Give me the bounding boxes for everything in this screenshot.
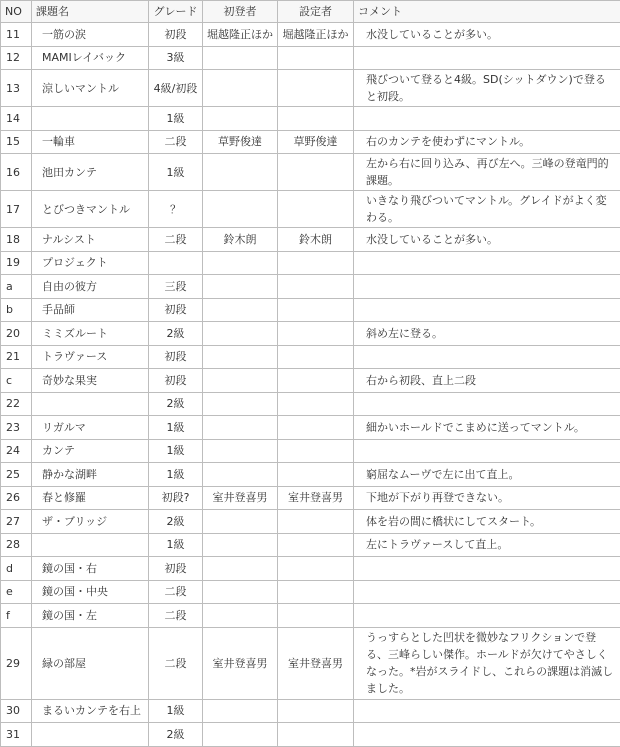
cell-comment bbox=[354, 46, 620, 70]
cell-name bbox=[32, 723, 149, 747]
cell-no: 30 bbox=[1, 699, 32, 723]
table-row bbox=[1, 369, 620, 393]
cell-first-ascent bbox=[203, 533, 278, 557]
cell-grade: 初段 bbox=[149, 23, 203, 47]
cell-no: b bbox=[1, 298, 32, 322]
cell-comment bbox=[354, 723, 620, 747]
cell-name: トラヴァース bbox=[32, 345, 149, 369]
cell-comment: 窮屈なムーヴで左に出て直上。 bbox=[354, 463, 620, 487]
cell-grade: 二段 bbox=[149, 228, 203, 252]
cell-no: 26 bbox=[1, 486, 32, 510]
cell-setter bbox=[278, 510, 354, 534]
cell-name: 鏡の国・中央 bbox=[32, 580, 149, 604]
cell-first-ascent bbox=[203, 723, 278, 747]
cell-comment: 右のカンテを使わずにマントル。 bbox=[354, 130, 620, 154]
cell-comment: 細かいホールドでこまめに送ってマントル。 bbox=[354, 416, 620, 440]
table-row bbox=[1, 191, 620, 228]
table-row bbox=[1, 580, 620, 604]
cell-first-ascent: 室井登喜男 bbox=[203, 486, 278, 510]
cell-comment bbox=[354, 298, 620, 322]
header-name: 課題名 bbox=[32, 1, 149, 23]
cell-comment: 体を岩の間に橋状にしてスタート。 bbox=[354, 510, 620, 534]
cell-setter: 室井登喜男 bbox=[278, 486, 354, 510]
header-row bbox=[1, 1, 620, 23]
cell-grade: 1級 bbox=[149, 107, 203, 131]
cell-first-ascent bbox=[203, 392, 278, 416]
cell-no: e bbox=[1, 580, 32, 604]
cell-no: 14 bbox=[1, 107, 32, 131]
header-grade: グレード bbox=[149, 1, 203, 23]
cell-grade: 二段 bbox=[149, 604, 203, 628]
cell-setter: 鈴木朗 bbox=[278, 228, 354, 252]
cell-grade: 1級 bbox=[149, 699, 203, 723]
cell-setter bbox=[278, 191, 354, 228]
cell-setter bbox=[278, 275, 354, 299]
cell-name: 一輪車 bbox=[32, 130, 149, 154]
cell-no: 13 bbox=[1, 70, 32, 107]
cell-no: 24 bbox=[1, 439, 32, 463]
cell-name: リガルマ bbox=[32, 416, 149, 440]
cell-first-ascent bbox=[203, 251, 278, 275]
cell-no: d bbox=[1, 557, 32, 581]
cell-name: 静かな湖畔 bbox=[32, 463, 149, 487]
cell-no: 12 bbox=[1, 46, 32, 70]
cell-setter bbox=[278, 604, 354, 628]
cell-name: MAMIレイバック bbox=[32, 46, 149, 70]
cell-comment bbox=[354, 107, 620, 131]
cell-setter bbox=[278, 416, 354, 440]
cell-first-ascent bbox=[203, 70, 278, 107]
cell-grade: 初段? bbox=[149, 486, 203, 510]
cell-name: 鏡の国・左 bbox=[32, 604, 149, 628]
cell-comment bbox=[354, 557, 620, 581]
cell-grade bbox=[149, 251, 203, 275]
cell-no: f bbox=[1, 604, 32, 628]
table-row bbox=[1, 533, 620, 557]
cell-no: 27 bbox=[1, 510, 32, 534]
table-row bbox=[1, 130, 620, 154]
cell-setter bbox=[278, 392, 354, 416]
table-row bbox=[1, 345, 620, 369]
cell-no: 16 bbox=[1, 154, 32, 191]
cell-name: カンテ bbox=[32, 439, 149, 463]
cell-grade: 2級 bbox=[149, 322, 203, 346]
cell-name: とびつきマントル bbox=[32, 191, 149, 228]
cell-no: 18 bbox=[1, 228, 32, 252]
table-row bbox=[1, 107, 620, 131]
cell-setter bbox=[278, 463, 354, 487]
cell-setter bbox=[278, 699, 354, 723]
cell-first-ascent bbox=[203, 463, 278, 487]
cell-comment: 水没していることが多い。 bbox=[354, 228, 620, 252]
table-row bbox=[1, 439, 620, 463]
cell-comment: 斜め左に登る。 bbox=[354, 322, 620, 346]
header-comment: コメント bbox=[354, 1, 620, 23]
cell-grade: 二段 bbox=[149, 130, 203, 154]
cell-name bbox=[32, 392, 149, 416]
cell-first-ascent: 鈴木朗 bbox=[203, 228, 278, 252]
cell-comment: いきなり飛びついてマントル。グレイドがよく変わる。 bbox=[354, 191, 620, 228]
cell-no: 19 bbox=[1, 251, 32, 275]
cell-no: 22 bbox=[1, 392, 32, 416]
table-row bbox=[1, 486, 620, 510]
cell-no: 23 bbox=[1, 416, 32, 440]
cell-grade: 3級 bbox=[149, 46, 203, 70]
cell-no: a bbox=[1, 275, 32, 299]
cell-setter: 室井登喜男 bbox=[278, 627, 354, 699]
cell-setter: 草野俊達 bbox=[278, 130, 354, 154]
cell-no: 17 bbox=[1, 191, 32, 228]
table-row bbox=[1, 699, 620, 723]
table-row bbox=[1, 23, 620, 47]
cell-first-ascent: 堀越隆正ほか bbox=[203, 23, 278, 47]
cell-name: プロジェクト bbox=[32, 251, 149, 275]
cell-setter bbox=[278, 322, 354, 346]
cell-no: 15 bbox=[1, 130, 32, 154]
table-row bbox=[1, 298, 620, 322]
cell-name: まるいカンテを右上 bbox=[32, 699, 149, 723]
table-row bbox=[1, 275, 620, 299]
table-row bbox=[1, 416, 620, 440]
cell-no: 25 bbox=[1, 463, 32, 487]
cell-first-ascent bbox=[203, 604, 278, 628]
table-row bbox=[1, 322, 620, 346]
cell-first-ascent bbox=[203, 46, 278, 70]
cell-name: 緑の部屋 bbox=[32, 627, 149, 699]
cell-setter bbox=[278, 723, 354, 747]
cell-grade: 1級 bbox=[149, 439, 203, 463]
table-row bbox=[1, 557, 620, 581]
cell-name: 涼しいマントル bbox=[32, 70, 149, 107]
cell-first-ascent bbox=[203, 557, 278, 581]
table-row bbox=[1, 228, 620, 252]
cell-comment: 飛びついて登ると4級。SD(シットダウン)で登ると初段。 bbox=[354, 70, 620, 107]
header-no: NO bbox=[1, 1, 32, 23]
cell-grade: 2級 bbox=[149, 392, 203, 416]
cell-name: 一筋の涙 bbox=[32, 23, 149, 47]
table-row bbox=[1, 251, 620, 275]
cell-setter bbox=[278, 557, 354, 581]
cell-comment bbox=[354, 604, 620, 628]
cell-name: 春と修羅 bbox=[32, 486, 149, 510]
cell-comment bbox=[354, 699, 620, 723]
cell-comment bbox=[354, 251, 620, 275]
header-first-ascent: 初登者 bbox=[203, 1, 278, 23]
table-row bbox=[1, 627, 620, 699]
cell-first-ascent bbox=[203, 699, 278, 723]
cell-grade: 1級 bbox=[149, 533, 203, 557]
cell-first-ascent bbox=[203, 322, 278, 346]
cell-no: 31 bbox=[1, 723, 32, 747]
cell-first-ascent bbox=[203, 416, 278, 440]
cell-comment bbox=[354, 275, 620, 299]
table-row bbox=[1, 70, 620, 107]
cell-no: 21 bbox=[1, 345, 32, 369]
cell-grade: 初段 bbox=[149, 298, 203, 322]
cell-setter bbox=[278, 369, 354, 393]
cell-first-ascent bbox=[203, 154, 278, 191]
cell-grade: 初段 bbox=[149, 369, 203, 393]
cell-grade: 二段 bbox=[149, 580, 203, 604]
table-row bbox=[1, 723, 620, 747]
cell-name: 奇妙な果実 bbox=[32, 369, 149, 393]
cell-grade: ？ bbox=[149, 191, 203, 228]
cell-no: c bbox=[1, 369, 32, 393]
cell-setter bbox=[278, 298, 354, 322]
cell-setter bbox=[278, 533, 354, 557]
cell-setter bbox=[278, 70, 354, 107]
cell-name: ナルシスト bbox=[32, 228, 149, 252]
cell-name: 手品師 bbox=[32, 298, 149, 322]
cell-comment: 水没していることが多い。 bbox=[354, 23, 620, 47]
table-row bbox=[1, 463, 620, 487]
table-row bbox=[1, 510, 620, 534]
cell-setter: 堀越隆正ほか bbox=[278, 23, 354, 47]
cell-grade: 2級 bbox=[149, 510, 203, 534]
cell-grade: 1級 bbox=[149, 463, 203, 487]
cell-first-ascent: 草野俊達 bbox=[203, 130, 278, 154]
cell-grade: 2級 bbox=[149, 723, 203, 747]
cell-grade: 1級 bbox=[149, 154, 203, 191]
cell-first-ascent bbox=[203, 369, 278, 393]
cell-first-ascent bbox=[203, 580, 278, 604]
table-row bbox=[1, 46, 620, 70]
cell-name: ミミズルート bbox=[32, 322, 149, 346]
cell-comment bbox=[354, 580, 620, 604]
header-setter: 設定者 bbox=[278, 1, 354, 23]
cell-grade: 初段 bbox=[149, 557, 203, 581]
table-row bbox=[1, 604, 620, 628]
cell-first-ascent bbox=[203, 345, 278, 369]
cell-grade: 二段 bbox=[149, 627, 203, 699]
table-row bbox=[1, 154, 620, 191]
cell-grade: 4級/初段 bbox=[149, 70, 203, 107]
cell-comment: 左から右に回り込み、再び左へ。三峰の登竜門的課題。 bbox=[354, 154, 620, 191]
cell-name: 池田カンテ bbox=[32, 154, 149, 191]
cell-first-ascent bbox=[203, 275, 278, 299]
cell-setter bbox=[278, 439, 354, 463]
cell-no: 20 bbox=[1, 322, 32, 346]
cell-no: 11 bbox=[1, 23, 32, 47]
cell-setter bbox=[278, 154, 354, 191]
cell-grade: 初段 bbox=[149, 345, 203, 369]
cell-setter bbox=[278, 251, 354, 275]
cell-name bbox=[32, 107, 149, 131]
cell-comment bbox=[354, 439, 620, 463]
cell-comment: うっすらとした凹状を微妙なフリクションで登る、三峰らしい傑作。ホールドが欠けてやさしくなった。*岩がスライドし、これらの課題は消滅しました。 bbox=[354, 627, 620, 699]
cell-name bbox=[32, 533, 149, 557]
cell-first-ascent bbox=[203, 439, 278, 463]
cell-name: 鏡の国・右 bbox=[32, 557, 149, 581]
cell-comment bbox=[354, 345, 620, 369]
cell-comment bbox=[354, 392, 620, 416]
cell-first-ascent bbox=[203, 191, 278, 228]
cell-setter bbox=[278, 580, 354, 604]
cell-grade: 三段 bbox=[149, 275, 203, 299]
cell-name: ザ・ブリッジ bbox=[32, 510, 149, 534]
cell-setter bbox=[278, 46, 354, 70]
cell-setter bbox=[278, 107, 354, 131]
table-row bbox=[1, 392, 620, 416]
cell-first-ascent bbox=[203, 107, 278, 131]
cell-comment: 左にトラヴァースして直上。 bbox=[354, 533, 620, 557]
cell-setter bbox=[278, 345, 354, 369]
cell-first-ascent bbox=[203, 510, 278, 534]
cell-grade: 1級 bbox=[149, 416, 203, 440]
cell-name: 自由の彼方 bbox=[32, 275, 149, 299]
cell-no: 28 bbox=[1, 533, 32, 557]
cell-first-ascent: 室井登喜男 bbox=[203, 627, 278, 699]
cell-no: 29 bbox=[1, 627, 32, 699]
cell-comment: 下地が下がり再登できない。 bbox=[354, 486, 620, 510]
cell-comment: 右から初段、直上二段 bbox=[354, 369, 620, 393]
cell-first-ascent bbox=[203, 298, 278, 322]
